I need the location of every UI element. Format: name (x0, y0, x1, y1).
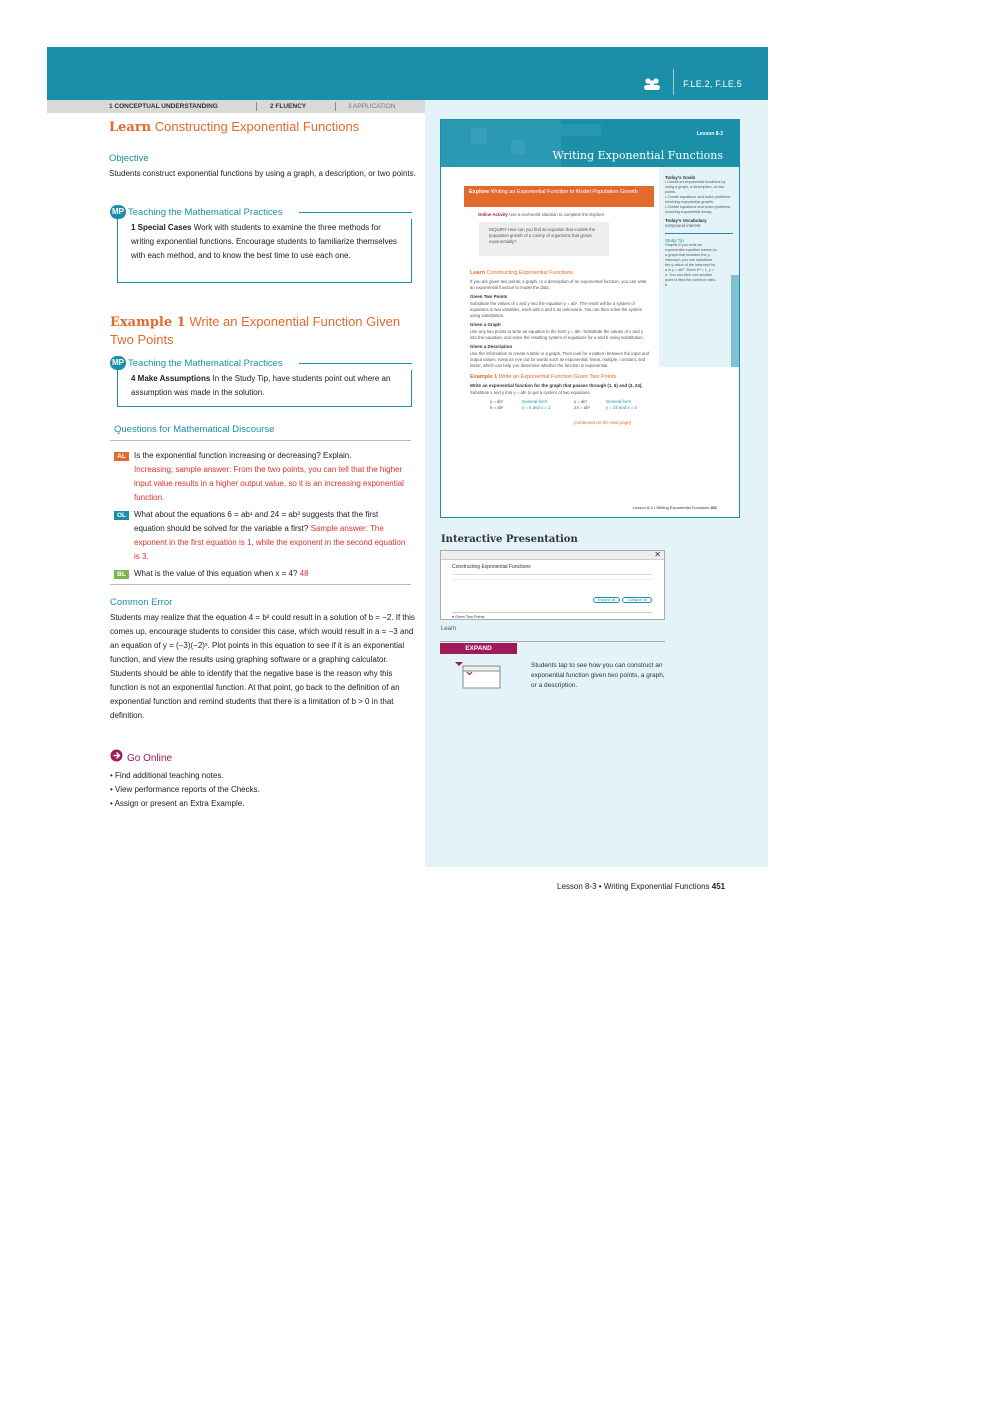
question-text: Is the exponential function increasing or decreasing? Explain. (134, 451, 352, 460)
thumb-sidebar (659, 167, 739, 367)
lesson-phase-tabs (47, 100, 425, 113)
tab-separator (335, 102, 336, 111)
mp-box-1 (110, 205, 412, 283)
group-icon (643, 77, 661, 91)
example-heading (110, 313, 410, 348)
thumb-learn-text: If you are given two points, a graph, or a description of an exponential function, you can write an exponential function to model the data. (470, 279, 647, 290)
interactive-learn-caption: Learn (441, 626, 457, 632)
tab-application: 3 APPLICATION (348, 103, 396, 110)
thumb-sub3: Given a Description (470, 344, 513, 349)
thumb-example-prompt: Write an exponential function for the graph that passes through (1, 6) and (3, 24). (470, 383, 643, 388)
list-item: • Assign or present an Extra Example. (110, 799, 245, 808)
header-divider (673, 69, 674, 95)
expand-label: EXPAND (440, 643, 517, 654)
collapse-all-button[interactable]: Collapse all (622, 597, 652, 603)
question-text: What about the equations 6 = ab¹ and 24 = ab³ suggests that the first equation should be solved for the variable a first? (134, 510, 379, 533)
mp-heading: Teaching the Mathematical Practices (128, 357, 283, 369)
standards-label: F.LE.2, F.LE.5 (683, 79, 742, 89)
thumb-title: Writing Exponential Functions (552, 149, 723, 162)
thumb-sub1: Given Two Points (470, 294, 508, 299)
answer-text: Sample answer: The exponent in the first equation is 1, while the exponent in the second equation is 3. (134, 524, 406, 561)
rule (440, 641, 665, 642)
learn-heading (109, 119, 359, 135)
rule (110, 440, 411, 441)
thumb-example-sub: Substitute x and y into y = abˣ to get a system of two equations. (470, 390, 591, 395)
mp-bold: 4 Make Assumptions (131, 374, 211, 383)
objective-text: Students construct exponential functions by using a graph, a description, or two points. (109, 169, 416, 178)
question-bl (114, 567, 410, 581)
thumb-continued: (continued on the next page) (574, 420, 632, 425)
studytip-heading: Study Tip (665, 238, 684, 243)
answer-text: Increasing; sample answer: From the two points, you can tell that the higher input value results in a higher output value, so it is an increasing exponential function. (134, 465, 404, 502)
go-online-heading: Go Online (127, 752, 173, 764)
goals-heading: Today's Goals (665, 175, 696, 180)
list-item: • View performance reports of the Checks. (110, 785, 260, 794)
mp-heading: Teaching the Mathematical Practices (128, 206, 283, 218)
vocab-text: compound interest (665, 223, 701, 228)
mp-text: Work with students to examine the three methods for writing exponential functions. Encourage students to familiarize themselves with each method, and to know the best time to use each one. (131, 223, 397, 260)
objective-heading: Objective (109, 153, 149, 164)
studytip-text: Graphs If you write an exponential equation based on a graph that includes the y-intercept, you can substitute the y-value of the intercept for a in y = ab⁰. Since b⁰ = 1, y = a. You can then use another point to find the common ratio, b. (665, 243, 717, 287)
expand-icon (455, 662, 501, 690)
thumb-sub2-text: Use any two points to write an equation in the form y = abˣ. Substitute the values of x and y into the equation, and solve the resulting system of equations for a and b using substitution. (470, 329, 644, 340)
common-error-heading: Common Error (110, 597, 173, 608)
online-icon (110, 749, 123, 767)
learn-title: Constructing Exponential Functions (154, 119, 360, 134)
student-page-thumbnail (440, 119, 740, 518)
thumb-lesson: Lesson 8-3 (696, 131, 723, 137)
preview-title: Constructing Exponential Functions (452, 564, 531, 570)
header-bar (47, 47, 768, 100)
mp-icon: MP (110, 205, 126, 219)
close-icon[interactable]: ✕ (654, 550, 661, 559)
inquiry-box: INQUIRY How can you find an equation that models the population growth of a colony of organisms that grows exponentially? (479, 222, 609, 256)
question-ol (114, 508, 410, 564)
example-label: Example 1 (110, 315, 186, 330)
question-text: What is the value of this equation when x = 4? (134, 569, 298, 578)
badge-bl: BL (114, 570, 129, 579)
tab-separator (256, 102, 257, 111)
learn-label: Learn (109, 120, 152, 135)
mp-icon: MP (110, 356, 126, 370)
online-activity: Online Activity Use a real-world situation to complete the Explore. (478, 212, 606, 217)
go-online-list (110, 769, 410, 811)
thumb-example-heading: Example 1 Write an Exponential Function Given Two Points (470, 374, 617, 380)
interactive-heading: Interactive Presentation (441, 534, 578, 545)
vocab-heading: Today's Vocabulary (665, 218, 707, 223)
thumb-footer: Lesson 8-3 • Writing Exponential Functions 451 (632, 505, 717, 510)
rule (110, 584, 411, 585)
explore-banner: Explore Writing an Exponential Function to Model Population Growth (464, 186, 654, 207)
thumb-header (441, 120, 739, 167)
common-error-text: Students may realize that the equation 4 = b² could result in a solution of b = −2. If this comes up, encourage students to consider this case, which would result in a = −3 and an equation of y = (−3)(−2)ˣ. Plot points in this equation to see if it is an exponential function, and view the results using graphing software or a graphing calculator. Students should be able to identify that the negative base is the reason why this function is not an exponential function. At that point, go back to the definition of an exponential function and remind students that there is a limitation of b > 0 in that definition. (110, 613, 415, 720)
questions-heading: Questions for Mathematical Discourse (114, 424, 275, 435)
tab-given-two-points[interactable]: ▾ Given Two Points (452, 612, 652, 619)
example-title: Write an Exponential Function Given Two Points (110, 314, 401, 347)
expand-text: Students tap to see how you can construct an exponential function given two points, a graph, or a description. (531, 662, 665, 689)
page-footer (557, 882, 725, 891)
thumb-learn-heading: Learn Constructing Exponential Functions (470, 270, 574, 276)
thumb-equations: y = abˣ General form y = abˣ General form 6 = ab¹ y = 6 and x = 1 24 = ab³ y = 24 and x = 3 (490, 399, 637, 410)
thumb-sub2: Given a Graph (470, 322, 501, 327)
badge-al: AL (114, 452, 129, 461)
page-number: 451 (711, 882, 726, 891)
go-online (110, 749, 172, 767)
mp-bold: 1 Special Cases (131, 223, 192, 232)
tab-conceptual: 1 CONCEPTUAL UNDERSTANDING (109, 103, 218, 110)
thumb-sub1-text: Substitute the values of x and y into the equation y = abˣ. The result will be a system of equations in two variables, each with a and b as unknowns. You can then solve the system using substitution. (470, 301, 643, 318)
badge-ol: OL (114, 511, 129, 520)
thumb-learn (470, 270, 650, 425)
answer-text: 48 (299, 569, 309, 578)
goals-list: • Construct exponential functions by using a graph, a description, or two points. • Create equations and solve problems involving exponential growth. • Create equations and solve problems involving exponential decay. (665, 180, 731, 214)
mp-box-2 (110, 356, 412, 407)
interactive-preview[interactable] (440, 550, 665, 620)
question-al (114, 449, 410, 505)
mp-text: In the Study Tip, have students point out where an assumption was made in the solution. (131, 374, 391, 397)
footer-lesson: Lesson 8-3 • Writing Exponential Functions (557, 882, 710, 891)
thumb-sub3-text: Use the information to create a table or a graph. Then look for a pattern between the input and output values. Keep an eye out for words such as exponential, linear, multiple, constant, and factor, which can help you determine whether the function is exponential. (470, 351, 650, 368)
list-item: • Find additional teaching notes. (110, 771, 224, 780)
expand-all-button[interactable]: Expand all (593, 597, 621, 603)
tab-fluency: 2 FLUENCY (270, 103, 307, 110)
